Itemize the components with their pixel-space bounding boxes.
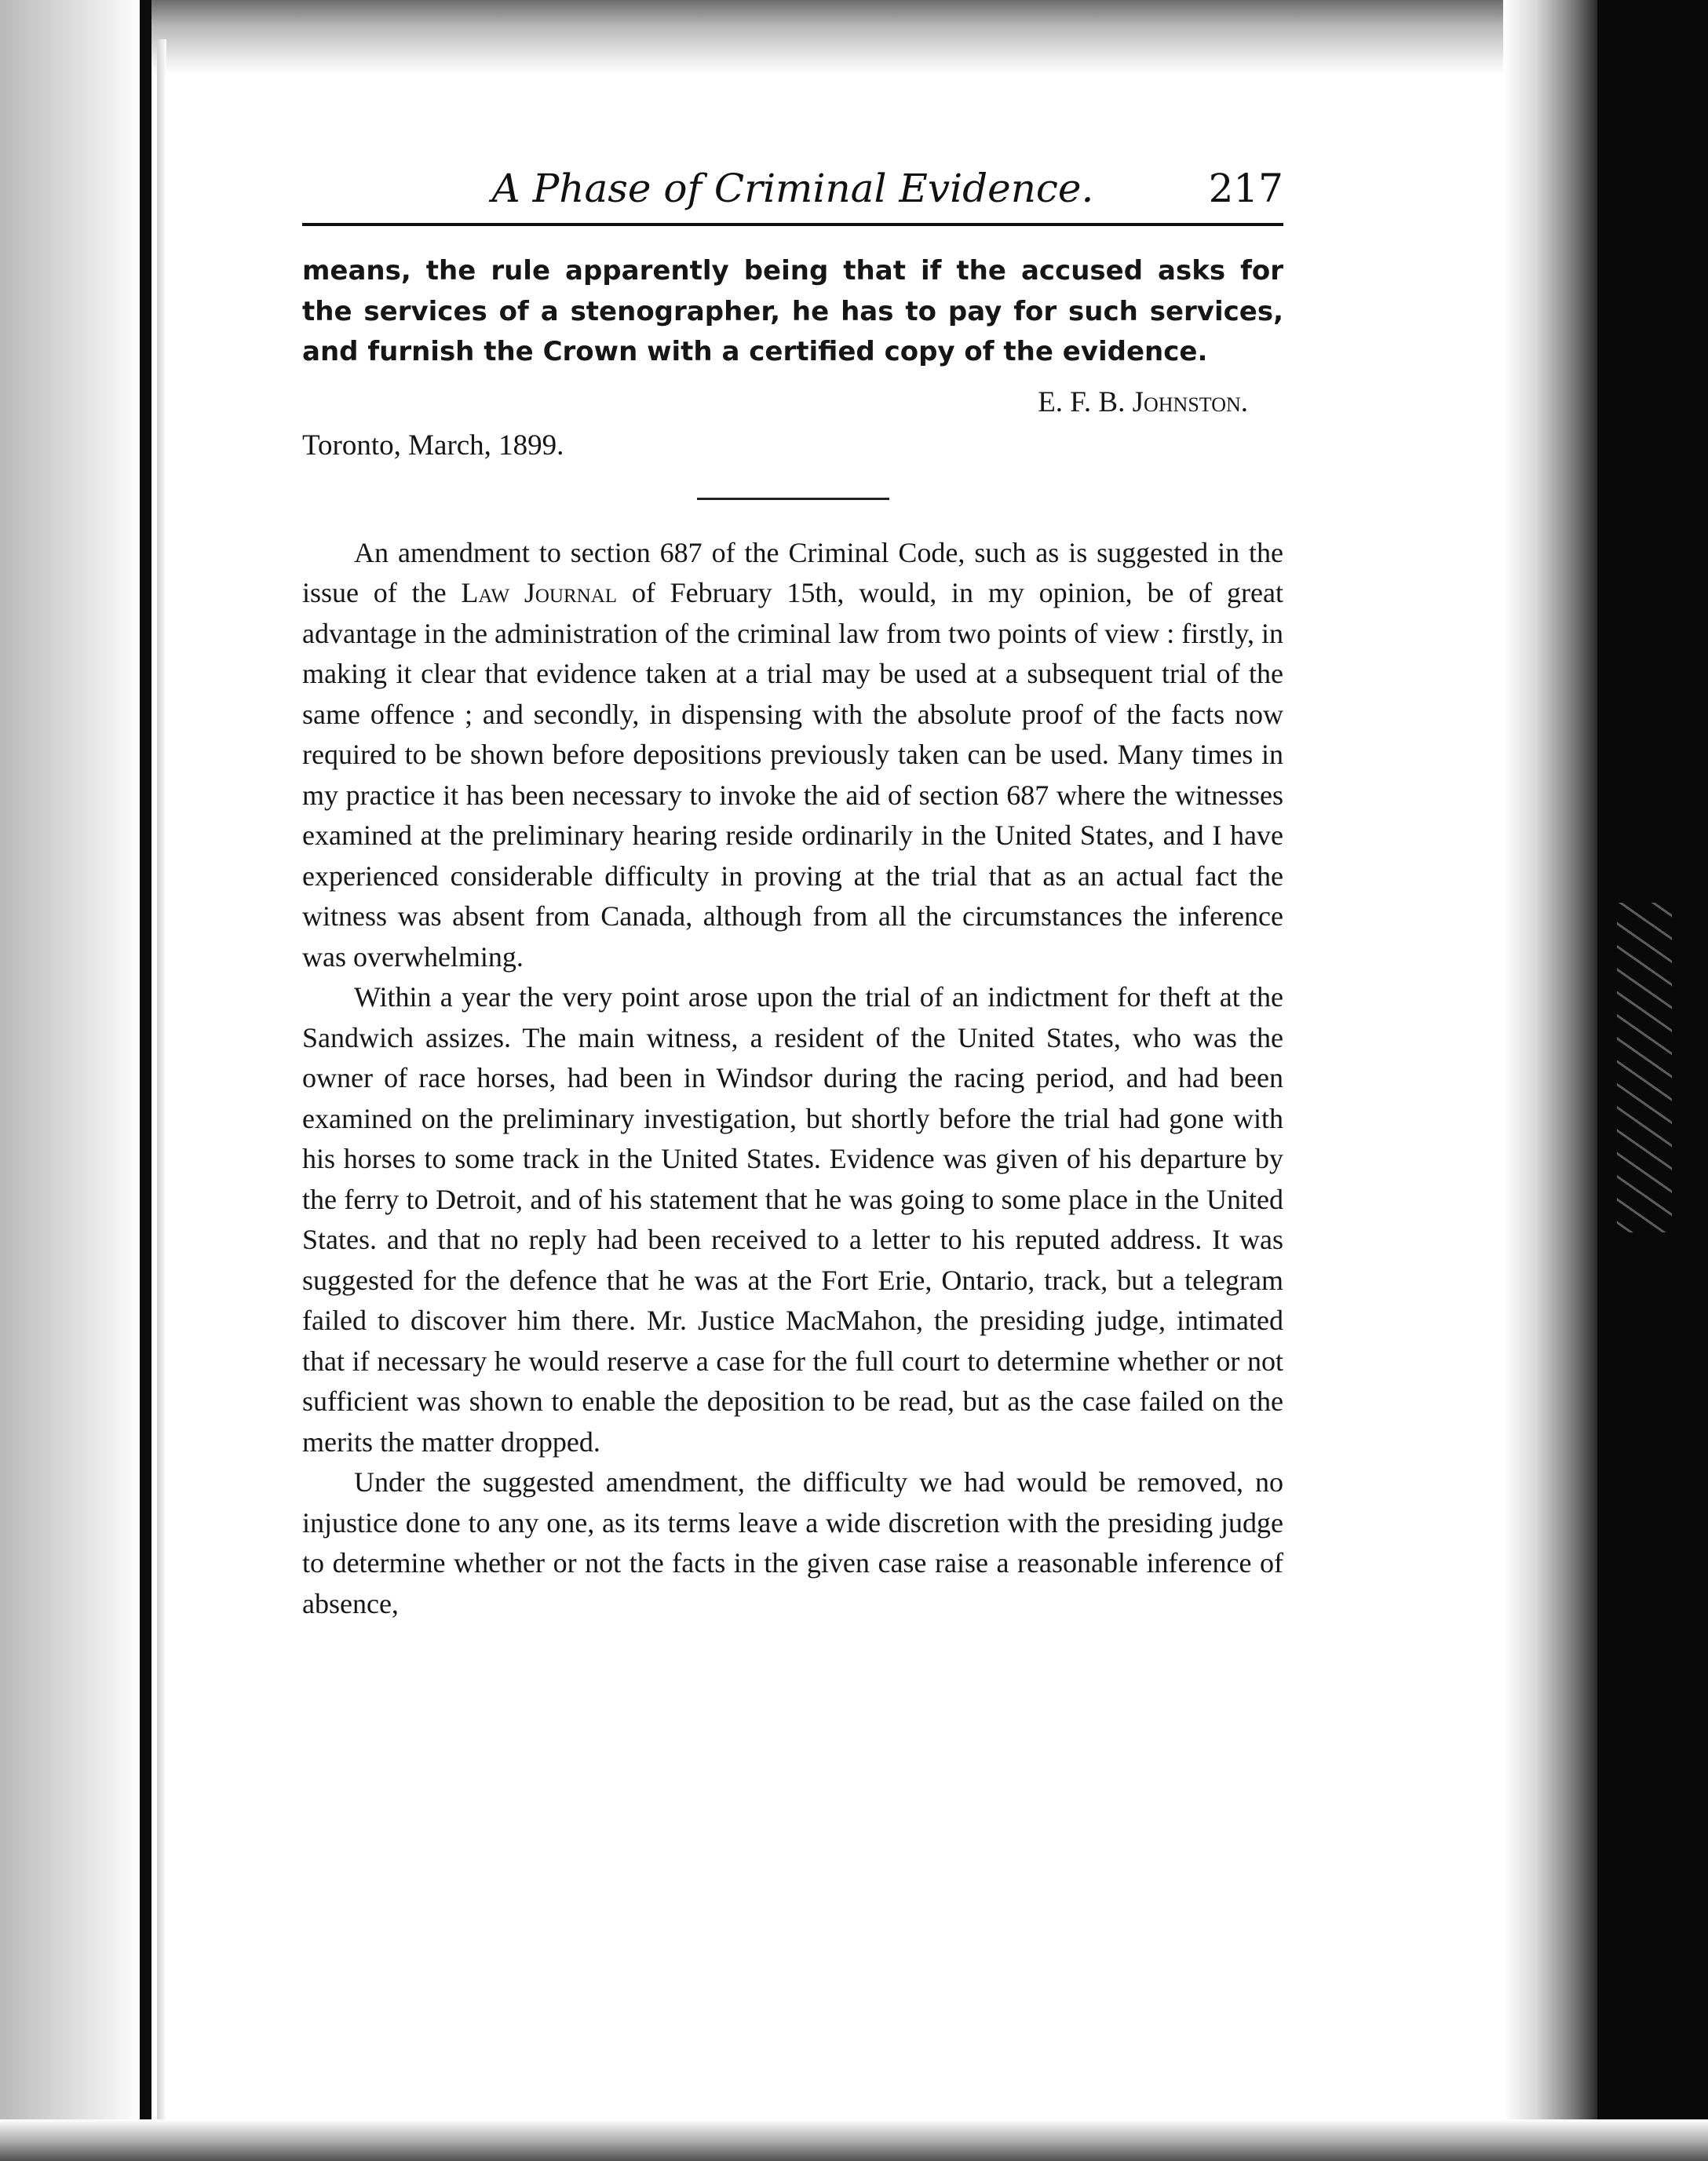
page-gutter: [157, 39, 166, 2119]
continuation-paragraph: means, the rule apparently being that if the accused asks for the services of a stenographer, he has to pay for such services, and furnish the Crown with a certified copy of the evidence.: [302, 255, 1283, 367]
running-title: A Phase of Criminal Evidence.: [491, 166, 1094, 211]
header-rule: [302, 223, 1283, 226]
paragraph-1-rest: of February 15th, would, in my opinion, be of great advantage in the administration of the criminal law from two points of view : firstly, in making it clear that evidence taken at a trial may be used at a subsequent trial of the same offence ; and secondly, in dispensing with the absolute proof of the facts now required to be shown before depositions previously taken can be used. Many times in my practice it has been necessary to invoke the aid of section 687 where the witnesses examined at the preliminary hearing reside ordinarily in the United States, and I have experienced considerable difficulty in proving at the trial that as an actual fact the witness was absent from Canada, although from all the circumstances the inference was overwhelming.: [302, 577, 1284, 973]
running-head: [302, 161, 1283, 216]
paragraph-3: Under the suggested amendment, the difficulty we had would be removed, no injustice done to any one, as its terms leave a wide discretion with the presiding judge to determine whether or not the facts in the given case raise a reasonable inference of absence,: [302, 1466, 1283, 1619]
author-signature: [302, 382, 1283, 423]
paragraph-1-opening: An amendment to section 687 of the Criminal Code, such as is suggested in the issue of the: [302, 536, 1283, 608]
page-number: 217: [1208, 166, 1283, 211]
page-edge-shadow: [1503, 0, 1597, 2161]
paragraph-1: [302, 533, 1283, 978]
journal-name: Law Journal: [461, 577, 618, 608]
section-separator: [697, 498, 889, 500]
dateline: Toronto, March, 1899.: [302, 429, 564, 462]
author-surname: Johnston.: [1132, 385, 1248, 418]
scan-border-left: [0, 0, 145, 2161]
paragraph-2: Within a year the very point arose upon the trial of an indictment for theft at the Sandwich assizes. The main witness, a resident of the United States, who was the owner of race horses, had been in Windsor during the racing period, and had been examined on the preliminary investigation, but shortly before the trial had gone with his horses to some track in the United States. Evidence was given of his departure by the ferry to Detroit, and of his statement that he was going to some place in the United States. and that no reply had been received to a letter to his reputed address. It was suggested for the defence that he was at the Fort Erie, Ontario, track, but a telegram failed to discover him there. Mr. Justice MacMahon, the presiding judge, intimated that if necessary he would reserve a case for the full court to determine whether or not sufficient was shown to enable the deposition to be read, but as the case failed on the merits the matter dropped.: [302, 981, 1283, 1458]
page-body: [302, 251, 1283, 1624]
book-spine-shadow: [140, 0, 151, 2161]
scan-border-top: [0, 0, 1708, 75]
scan-border-bottom: [0, 2119, 1708, 2161]
scan-noise: [1617, 903, 1672, 1232]
author-initials: E. F. B.: [1038, 385, 1126, 418]
